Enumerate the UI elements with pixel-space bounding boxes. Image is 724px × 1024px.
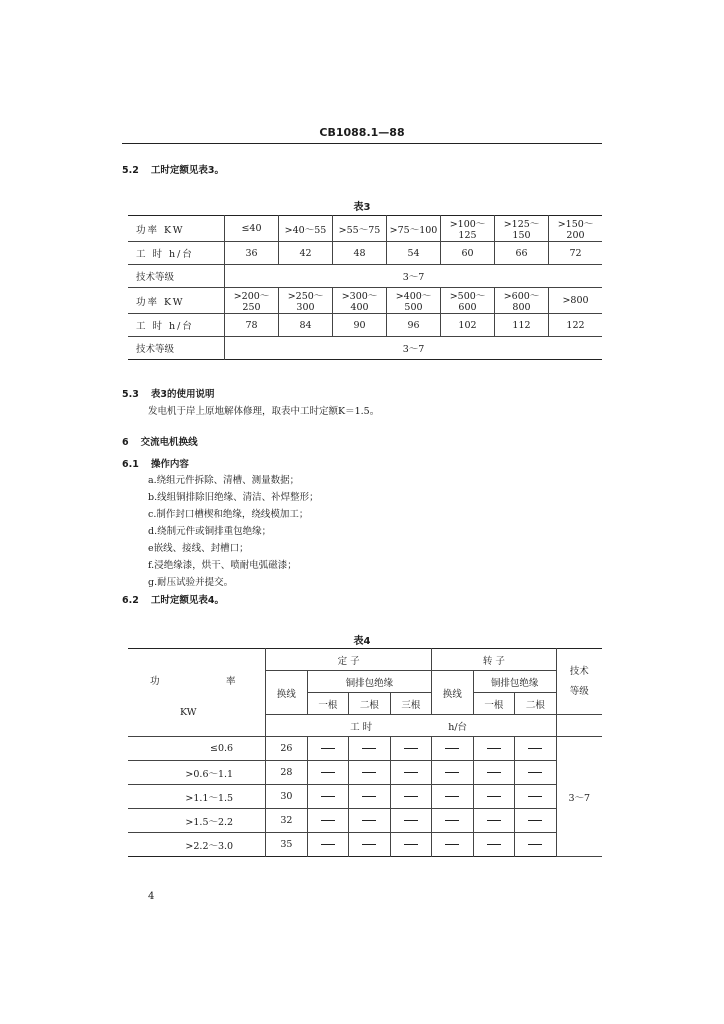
dash-mark — [487, 796, 501, 797]
power-cell: >125～150 — [495, 216, 549, 242]
hours-label: 工 时 h/台 — [128, 314, 225, 337]
stator-hours: 35 — [266, 833, 308, 857]
grade-cell: 3～7 — [556, 737, 602, 857]
dash-cell — [307, 761, 349, 785]
table3-caption: 表3 — [353, 202, 371, 213]
dash-cell — [432, 785, 474, 809]
dash-cell — [349, 833, 391, 857]
dash-mark — [362, 820, 376, 821]
hours-cell: 72 — [549, 242, 603, 265]
section-6-2 — [122, 592, 224, 606]
hours-cell: 66 — [495, 242, 549, 265]
grade-label: 技术等级 — [128, 337, 225, 360]
dash-mark — [321, 772, 335, 773]
dash-mark — [362, 748, 376, 749]
power-cell: >150～200 — [549, 216, 603, 242]
dash-cell — [473, 785, 515, 809]
hours-cell: 90 — [333, 314, 387, 337]
section-title: 表3的使用说明 — [150, 389, 215, 400]
section-5-2 — [122, 162, 224, 176]
hours-cell: 78 — [225, 314, 279, 337]
power-header-a: 功 — [150, 676, 160, 687]
list-item: f.浸绝缘漆，烘干、喷耐电弧磁漆； — [148, 560, 297, 571]
blank-cell — [556, 715, 602, 737]
power-cell: >250～300 — [279, 288, 333, 314]
dash-mark — [445, 820, 459, 821]
hours-cell: 42 — [279, 242, 333, 265]
dash-cell — [349, 809, 391, 833]
hours-cell: 84 — [279, 314, 333, 337]
section-number: 6.2 — [122, 595, 139, 606]
dash-mark — [487, 748, 501, 749]
section-title: 操作内容 — [150, 459, 189, 470]
header-rule — [122, 143, 602, 144]
hours-cell: 96 — [387, 314, 441, 337]
dash-mark — [528, 844, 542, 845]
dash-mark — [321, 844, 335, 845]
list-item: d.绕制元件或铜排重包绝缘； — [148, 526, 272, 537]
table-row — [128, 242, 602, 265]
section-number: 6 — [122, 437, 129, 448]
power-cell: >300～400 — [333, 288, 387, 314]
power-unit: KW — [180, 707, 197, 718]
dash-cell — [307, 785, 349, 809]
rotor-copper-bar: 铜排包绝缘 — [473, 671, 556, 693]
dash-mark — [362, 844, 376, 845]
stator-copper-bar: 铜排包绝缘 — [307, 671, 432, 693]
section-number: 6.1 — [122, 459, 139, 470]
power-cell: >0.6～1.1 — [128, 761, 266, 785]
section-number: 5.2 — [122, 165, 139, 176]
power-cell: >2.2～3.0 — [128, 833, 266, 857]
list-item: e嵌线、接线、封槽口； — [148, 543, 249, 554]
stator-header: 定 子 — [266, 649, 432, 671]
list-item: c.制作封口槽楔和绝缘，绕线模加工； — [148, 509, 309, 520]
dash-cell — [432, 809, 474, 833]
hours-unit: h/台 — [448, 721, 468, 733]
dash-mark — [321, 796, 335, 797]
rotor-two: 二根 — [515, 693, 557, 715]
list-item: a.绕组元件拆除、清槽、测量数据； — [148, 475, 300, 486]
dash-cell — [390, 833, 432, 857]
hours-label: 工 时 h/台 — [128, 242, 225, 265]
dash-cell — [515, 785, 557, 809]
stator-three: 三根 — [390, 693, 432, 715]
dash-cell — [390, 737, 432, 761]
dash-cell — [432, 761, 474, 785]
dash-mark — [528, 748, 542, 749]
dash-mark — [528, 796, 542, 797]
dash-mark — [528, 772, 542, 773]
power-cell: >55～75 — [333, 216, 387, 242]
power-cell: >1.5～2.2 — [128, 809, 266, 833]
dash-cell — [473, 809, 515, 833]
hours-label: 工 时 — [350, 721, 373, 733]
dash-cell — [515, 833, 557, 857]
stator-change-wire: 换线 — [266, 671, 308, 715]
page-number: 4 — [148, 891, 155, 902]
power-cell: >500～600 — [441, 288, 495, 314]
stator-hours: 26 — [266, 737, 308, 761]
table-row — [128, 337, 602, 360]
dash-mark — [528, 820, 542, 821]
section-title: 工时定额见表4。 — [150, 595, 224, 606]
dash-cell — [515, 809, 557, 833]
section-6-1 — [122, 456, 189, 470]
dash-cell — [515, 761, 557, 785]
dash-cell — [432, 737, 474, 761]
dash-mark — [404, 820, 418, 821]
table-row — [128, 737, 602, 761]
standard-number: CB1088.1—88 — [319, 126, 405, 139]
dash-mark — [362, 796, 376, 797]
power-header — [128, 649, 266, 737]
list-item: g.耐压试验并提交。 — [148, 577, 234, 588]
power-cell: >400～500 — [387, 288, 441, 314]
power-cell: >100～125 — [441, 216, 495, 242]
power-label: 功率 KW — [128, 216, 225, 242]
dash-mark — [445, 844, 459, 845]
dash-cell — [307, 833, 349, 857]
rotor-change-wire: 换线 — [432, 671, 474, 715]
hours-cell: 54 — [387, 242, 441, 265]
rotor-one: 一根 — [473, 693, 515, 715]
grade-cell: 3～7 — [225, 265, 603, 288]
table4-caption: 表4 — [353, 636, 371, 647]
dash-cell — [349, 737, 391, 761]
section-5-3 — [122, 386, 214, 400]
dash-mark — [445, 748, 459, 749]
dash-cell — [390, 761, 432, 785]
table-row — [128, 216, 602, 242]
table-4 — [128, 648, 602, 857]
table-row — [128, 809, 602, 833]
dash-mark — [445, 772, 459, 773]
hours-cell: 60 — [441, 242, 495, 265]
dash-cell — [390, 785, 432, 809]
hours-unit-row — [266, 715, 557, 737]
hours-cell: 112 — [495, 314, 549, 337]
dash-cell — [473, 833, 515, 857]
power-cell: >200～250 — [225, 288, 279, 314]
rotor-header: 转 子 — [432, 649, 557, 671]
tech-grade-header — [556, 649, 602, 715]
power-label: 功率 KW — [128, 288, 225, 314]
power-cell: >1.1～1.5 — [128, 785, 266, 809]
dash-cell — [349, 785, 391, 809]
table-3 — [128, 215, 602, 360]
section-6 — [122, 434, 198, 448]
dash-cell — [432, 833, 474, 857]
stator-hours: 32 — [266, 809, 308, 833]
table-row — [128, 833, 602, 857]
table-row — [128, 761, 602, 785]
power-cell: ≤0.6 — [128, 737, 266, 761]
table-row — [128, 649, 602, 671]
power-cell: >40～55 — [279, 216, 333, 242]
stator-hours: 30 — [266, 785, 308, 809]
section-title: 工时定额见表3。 — [150, 165, 224, 176]
dash-mark — [362, 772, 376, 773]
table-row — [128, 288, 602, 314]
dash-mark — [321, 820, 335, 821]
grade-cell: 3～7 — [225, 337, 603, 360]
hours-cell: 122 — [549, 314, 603, 337]
tech-grade-label: 技术等级 — [569, 665, 589, 697]
dash-cell — [473, 761, 515, 785]
section-title: 交流电机换线 — [140, 437, 198, 448]
power-cell: >75～100 — [387, 216, 441, 242]
dash-mark — [487, 820, 501, 821]
dash-mark — [321, 748, 335, 749]
hours-cell: 48 — [333, 242, 387, 265]
dash-cell — [390, 809, 432, 833]
table-row — [128, 314, 602, 337]
dash-cell — [515, 737, 557, 761]
table-row — [128, 785, 602, 809]
dash-mark — [404, 748, 418, 749]
table-row — [128, 265, 602, 288]
hours-cell: 36 — [225, 242, 279, 265]
stator-one: 一根 — [307, 693, 349, 715]
power-cell: >800 — [549, 288, 603, 314]
dash-mark — [404, 796, 418, 797]
power-cell: >600～800 — [495, 288, 549, 314]
dash-mark — [404, 844, 418, 845]
dash-cell — [307, 737, 349, 761]
stator-two: 二根 — [349, 693, 391, 715]
power-cell: ≤40 — [225, 216, 279, 242]
hours-cell: 102 — [441, 314, 495, 337]
dash-cell — [307, 809, 349, 833]
dash-mark — [404, 772, 418, 773]
dash-mark — [487, 844, 501, 845]
power-header-b: 率 — [226, 676, 236, 687]
grade-label: 技术等级 — [128, 265, 225, 288]
dash-mark — [487, 772, 501, 773]
list-item: b.线组铜排除旧绝缘、清洁、补焊整形； — [148, 492, 319, 503]
dash-cell — [349, 761, 391, 785]
section-5-3-text: 发电机于岸上原地解体修理，取表中工时定额K＝1.5。 — [148, 406, 380, 417]
dash-mark — [445, 796, 459, 797]
stator-hours: 28 — [266, 761, 308, 785]
dash-cell — [473, 737, 515, 761]
section-number: 5.3 — [122, 389, 139, 400]
